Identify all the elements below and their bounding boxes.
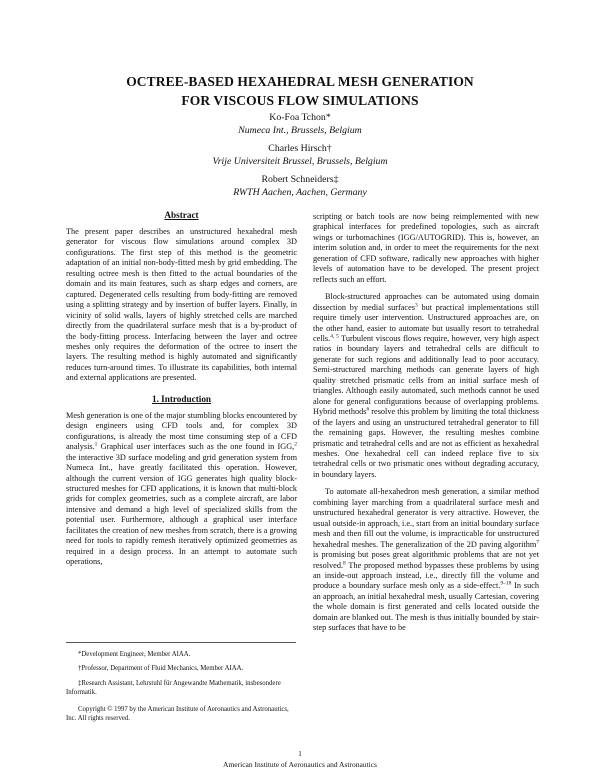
abstract-text: The present paper describes an unstructured hexahedral mesh generator for viscous flow simulations around complex 3D configurations. The first step of this method is the geometric adaptation of an initial non-body-fitted mesh by grid embedding. The resulting octree mesh is then fitted to the actual boundaries of the domain and its main features, such as sharp edges and corners, are captured. Degenerated cells resulting from body-fitting are removed using a splitting strategy and by insertion of buffer layers. Finally, in vicinity of solid walls, layers of highly stretched cells are marched directly from the quadrilateral surface mesh that is a by-product of the body-fitting process. Interfacing between the layer and octree meshes only requires the deformation of the octree to insert the layers. The resulting method is highly automated and significantly reduces turn-around times. To illustrate its capabilities, both internal and external applications are presented. <box>66 227 297 383</box>
footnote-2: †Professor, Department of Fluid Mechanics, Member AIAA. <box>78 665 244 673</box>
right-paragraph-2: Block-structured approaches can be automated using domain dissection by medial surfaces$^3$ but practical implementations still require timely user intervention. Unstructured approaches are, on the other hand, easier to automate but usually resort to tetrahedral cells.$^{4, 5}$ Turbulent viscous flows require, however, very high aspect ratios in boundary layers and tetrahedral cells are difficult to generate for such regions and additionally lead to poor accuracy. Semi-structured marching methods can generate layers of high quality stretched prismatic cells from an initial surface mesh of triangles. Although easily automated, such methods cannot be used alone for general configurations because of overlapping problems. Hybrid methods$^6$ resolve this problem by limiting the total thickness of the layers and using an unstructured tetrahedral generator to fill the remaining gaps. However, the resulting meshes combine prismatic and tetrahedral cells and are not as efficient as hexahedral meshes. One hexahedral cell can indeed replace five to six tetrahedral cells or two prismatic ones without degrading accuracy, in boundary layers. <box>313 292 539 479</box>
citation-ref: 8 <box>343 559 346 566</box>
title-line-1: OCTREE-BASED HEXAHEDRAL MESH GENERATION <box>126 74 474 89</box>
footnotes <box>66 650 297 728</box>
author-affiliation-2: Vrije Universiteit Brussel, Brussels, Belgium <box>212 155 388 167</box>
citation-ref: 9–18 <box>500 580 512 587</box>
introduction-paragraph-1: Mesh generation is one of the major stumbling blocks encountered by design engineers using CFD tools and, for complex 3D configurations, is already the most time consuming step of a CFD analysis.$^1$ Graphical user interfaces such as the one found in IGG,$^2$ the interactive 3D surface modeling and grid generation system from Numeca Int., have greatly facilitated this operation. However, although the current version of IGG generates high quality block-structured meshes for CFD applications, it is known that multi-block grids for complex geometries, such as a complete aircraft, are labor intensive and demand a high level of specialized skills from the potential user. Furthermore, although a graphical user interface facilitates the creation of new meshes from scratch, there is a growing need for tools to rapidly remesh iteratively optimized geometries as required in a design process. In an attempt to automate such operations, <box>66 410 297 567</box>
footnote-3: ‡Research Assistant, Lehrstuhl für Angewandte Mathematik, insbesondere Informatik. <box>66 679 281 697</box>
introduction-heading: 1. Introduction <box>151 393 212 404</box>
author-affiliation-1: Numeca Int., Brussels, Belgium <box>238 124 362 136</box>
right-paragraph-1: scripting or batch tools are now being reimplemented with new graphical interfaces for predefined topologies, such as aircraft wings or turbomachines (IGG/AUTOGRID). This is, however, an interim solution and, in order to meet the requirements for the next generation of CFD software, radically new approaches with higher levels of automation have to be developed. The present project reflects such an effort. <box>313 212 539 284</box>
author-affiliation-3: RWTH Aachen, Aachen, Germany <box>233 186 367 198</box>
citation-ref: 4, 5 <box>330 333 339 340</box>
citation-ref: 7 <box>536 538 539 545</box>
abstract-heading: Abstract <box>164 210 199 220</box>
footnote-divider <box>66 642 296 643</box>
copyright-notice: Copyright © 1997 by the American Institute of Aeronautics and Astronautics, Inc. All rights reserved. <box>66 705 289 723</box>
author-name-1: Ko-Foa Tchon* <box>269 112 331 123</box>
citation-ref: 2 <box>294 441 297 448</box>
paper-title <box>0 72 600 110</box>
citation-ref: 3 <box>414 301 418 308</box>
citation-ref: 1 <box>94 441 98 448</box>
footnote-1: *Development Engineer, Member AIAA. <box>78 651 191 658</box>
citation-ref: 6 <box>366 406 370 413</box>
right-paragraph-3: To automate all-hexahedron mesh generation, a similar method combining layer marching from a quadrilateral surface mesh and unstructured hexahedral generator is very attractive. However, the usual outside-in approach, i.e., start from an initial boundary surface mesh and then fill out the volume, is impracticable for unstructured hexahedral meshes. The generalization of the 2D paving algorithm$^7$ is promising but poses great algorithmic problems that are not yet resolved.$^8$ The proposed method bypasses these problems by using an inside-out approach instead, i.e., directly fill the volume and produce a boundary surface mesh only as a side-effect.$^{9-18}$ In such an approach, an initial hexahedral mesh, usually Cartesian, covering the whole domain is first generated and cells located outside the domain are blanked out. The mesh is thus initially bounded by stair-step surfaces that have to be <box>313 487 539 633</box>
author-name-3: Robert Schneiders‡ <box>261 174 339 185</box>
author-name-2: Charles Hirsch† <box>268 143 332 154</box>
left-column <box>66 210 297 568</box>
right-column <box>313 212 539 634</box>
title-line-2: FOR VISCOUS FLOW SIMULATIONS <box>181 93 419 108</box>
footer-organization: American Institute of Aeronautics and Astronautics <box>223 760 377 769</box>
page-number: 1 <box>298 749 302 758</box>
author-block <box>0 112 600 199</box>
